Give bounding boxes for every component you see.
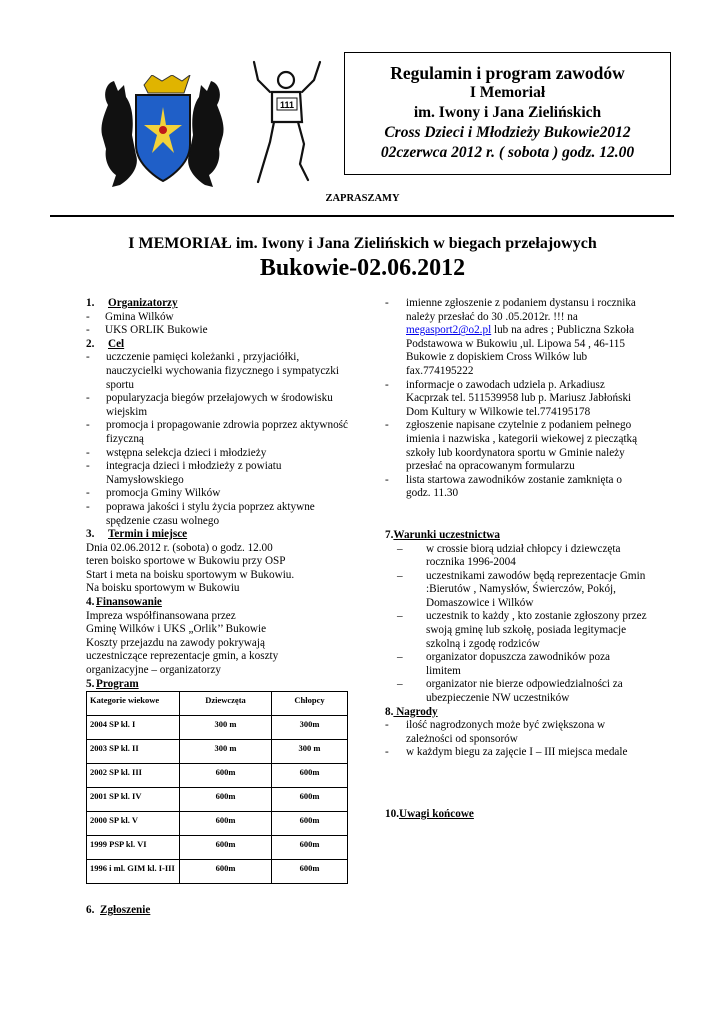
table-header-row [87, 692, 348, 716]
table-cell: 1999 PSP kl. VI [87, 836, 180, 860]
section-5-heading: 5. Program [86, 677, 139, 690]
table-row [87, 716, 348, 740]
section-7-heading: 7.Warunki uczestnictwa [385, 528, 500, 541]
title-line-2: I Memoriał [469, 84, 546, 101]
table-cell: 600m [180, 764, 272, 788]
section-8-heading: 8. Nagrody [385, 705, 438, 718]
table-cell: 2002 SP kl. III [87, 764, 180, 788]
text-line: Gminę Wilków i UKS „Orlik’’ Bukowie [86, 623, 267, 636]
list-item: - zgłoszenie napisane czytelnie z podaniem pełnego imienia i nazwiska , kategorii wiekowej z pieczątką szkoły lub koordynatora sportu w Gminie należy przesłać na opracowanym formularzu [385, 419, 638, 473]
invite-text: ZAPRASZAMY [325, 193, 400, 204]
headline-line-1: I MEMORIAŁ im. Iwony i Jana Zielińskich w biegach przełajowych [128, 235, 597, 252]
list-item: - uczczenie pamięci koleżanki , przyjaciółki, nauczycielki wychowania fizycznego i sympatyczki sportu [86, 351, 339, 391]
section-4-heading: 4. Finansowanie [86, 596, 162, 609]
table-cell: 600m [272, 836, 348, 860]
table-cell: 600m [180, 860, 272, 884]
table-header-cell: Dziewczęta [180, 692, 272, 716]
list-item: - imienne zgłoszenie z podaniem dystansu i rocznika należy przesłać do 30 .05.2012r. !!! na megasport2@o2.pl lub na adres ; Publiczna Szkoła Podstawowa w Bukowiu ,ul. Lipowa 54 , 46-115 Bukowie z dopiskiem Cross Wilków lub fax.774195222 [385, 297, 636, 377]
table-row [87, 860, 348, 884]
email-link[interactable]: megasport2@o2.pl [406, 324, 492, 337]
table-cell: 600m [180, 812, 272, 836]
text-line: Impreza współfinansowana przez [86, 609, 236, 622]
table-cell: 2000 SP kl. V [87, 812, 180, 836]
table-cell: 2004 SP kl. I [87, 716, 180, 740]
table-header-cell: Kategorie wiekowe [87, 692, 180, 716]
section-1-heading: 1. Organizatorzy [86, 297, 178, 309]
table-cell: 300 m [272, 740, 348, 764]
table-cell: 600m [272, 788, 348, 812]
runner-illustration-icon [244, 58, 330, 190]
title-line-5: 02czerwca 2012 r. ( sobota ) godz. 12.00 [380, 144, 635, 161]
table-row [87, 764, 348, 788]
list-item: - Gmina Wilków [86, 310, 174, 323]
text-line: teren boisko sportowe w Bukowiu przy OSP [86, 555, 286, 568]
table-cell: 300 m [180, 716, 272, 740]
list-item: - popularyzacja biegów przełajowych w środowisku wiejskim [86, 392, 333, 418]
list-item: - promocja i propagowanie zdrowia poprzez aktywność fizyczną [86, 419, 348, 445]
text-line: Koszty przejazdu na zawody pokrywają [86, 636, 265, 649]
table-cell: 600m [272, 860, 348, 884]
runner-bib-number: 111 [279, 100, 295, 110]
table-row [87, 836, 348, 860]
table-row [87, 740, 348, 764]
list-item: – organizator nie bierze odpowiedzialności za ubezpieczenie NW uczestników [397, 678, 623, 705]
program-table [86, 691, 348, 884]
section-2-heading: 2. Cel [86, 337, 125, 350]
table-cell: 600m [272, 764, 348, 788]
list-item: - informacje o zawodach udziela p. Arkadiusz Kacprzak tel. 511539958 lub p. Mariusz Jabłoński Dom Kultury w Wilkowie tel.774195178 [385, 378, 632, 418]
list-item: - UKS ORLIK Bukowie [86, 324, 208, 337]
list-item: - ilość nagrodzonych może być zwiększona w zależności od sponsorów [385, 719, 606, 745]
table-cell: 2003 SP kl. II [87, 740, 180, 764]
list-item: - w każdym biegu za zajęcie I – III miejsca medale [385, 746, 628, 759]
text-line: organizacyjne – organizatorzy [86, 664, 222, 677]
list-item: – w crossie biorą udział chłopcy i dziewczęta rocznika 1996-2004 [397, 542, 621, 569]
title-line-1: Regulamin i program zawodów [390, 63, 625, 83]
table-row [87, 788, 348, 812]
title-line-3: im. Iwony i Jana Zielińskich [413, 104, 602, 121]
text-line: Dnia 02.06.2012 r. (sobota) o godz. 12.00 [86, 541, 273, 554]
table-cell: 2001 SP kl. IV [87, 788, 180, 812]
text-line: Na boisku sportowym w Bukowiu [86, 582, 240, 595]
headline-line-2: Bukowie-02.06.2012 [259, 255, 466, 281]
text-line: uczestniczące reprezentacje gmin, a koszty [86, 650, 279, 663]
section-3-heading: 3. Termin i miejsce [86, 528, 188, 541]
table-cell: 300m [272, 716, 348, 740]
list-item: - integracja dzieci i młodzieży z powiatu Namysłowskiego [86, 460, 282, 486]
list-item: – uczestnik to każdy , kto zostanie zgłoszony przez swoją gminę lub szkołę, posiada legitymacje szkolną i zgodę rodziców [397, 610, 647, 650]
horizontal-divider [50, 215, 674, 217]
title-box [344, 52, 671, 175]
section-10-heading: 10.Uwagi końcowe [385, 808, 474, 820]
list-item: - wstępna selekcja dzieci i młodzieży [86, 446, 267, 459]
table-cell: 600m [272, 812, 348, 836]
list-item: - promocja Gminy Wilków [86, 487, 221, 500]
list-item: - poprawa jakości i stylu życia poprzez aktywne spędzenie czasu wolnego [86, 500, 315, 527]
right-column [385, 297, 647, 822]
table-header-cell: Chłopcy [272, 692, 348, 716]
list-item: - lista startowa zawodników zostanie zamknięta o godz. 11.30 [385, 473, 622, 500]
list-item: – uczestnikami zawodów będą reprezentacje Gmin :Bierutów , Namysłów, Świerczów, Pokój, Domaszowice i Wilków [397, 569, 646, 609]
list-item: – organizator dopuszcza zawodników poza limitem [397, 651, 611, 677]
table-cell: 300 m [180, 740, 272, 764]
table-row [87, 812, 348, 836]
table-cell: 1996 i ml. GIM kl. I-III [87, 860, 180, 884]
section-6-heading: 6. Zgłoszenie [86, 904, 151, 917]
title-line-4: Cross Dzieci i Młodzieży Bukowie2012 [384, 124, 631, 141]
left-column [86, 297, 356, 918]
table-cell: 600m [180, 788, 272, 812]
coat-of-arms-icon [100, 75, 225, 190]
text-line: Start i meta na boisku sportowym w Bukowiu. [86, 568, 295, 581]
table-cell: 600m [180, 836, 272, 860]
